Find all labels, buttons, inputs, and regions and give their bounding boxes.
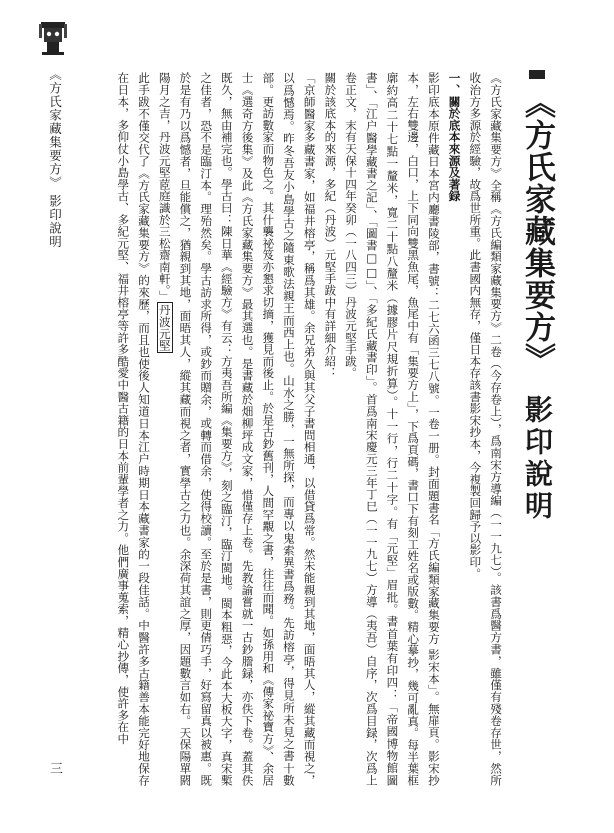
quote-text: 「京師醫家多藏書家，如福井榕亭，稱爲其雄。余兄弟久與其父子書問相通，以借貸爲常。然未能親到其地，面晤其人，縱其藏而視之，以爲憾焉。昨冬吾友小島學古之隨東歌法親王而西上也。山水之勝，一無所探，而專以鬼索異書爲務。先訪榕亭，得見所未見之書十數部。更訪數家而物色之。其什襲祕笈亦懇求切摘，獲見而後止。於是古鈔舊刊，人間罕覯之書，往往而聞。如孫用和《傳家祕寶方》、余居士《選奇方後集》及此《方氏家藏集要方》最其選也。是書藏於畑柳坪成文家，惜僅存上卷。先教諭嘗就一古鈔謄録，亦佚下卷。蓋其佚既久，無由補完也。學古曰：陳日華《經驗方》有云：方夷吾所編《集要方》，刻之臨汀，臨汀閩地。閩本粗惡，今此本大板大字，真宋槧之佳者，恐不是臨汀本。理殆然矣。學古訪求所得，或鈔而贈余，或轉而借余，使得校讀。至於是書，則更倩巧手，好寫留真以被惠。既於是有乃以爲憾者，旦能償之，猶親到其地，面晤其人，縱其藏而視之者，實學古之力也。余深荷其誼之厚，因題數言如右。天保陽單閼陽月之吉，丹波元堅茝庭識於三松齋南軒。」: [157, 72, 317, 786]
paragraph-source: 影印底本原件藏日本宮内廳書陵部，書號：二七六函三七八號。一卷一册。封面題書名「方氏編類家藏集要方 影宋本」。無扉頁。影宋抄本，左右雙邊，白口，上下同向雙黑魚尾，魚尾中有「集要方上」，下爲頁碼，書口下有刻工姓名或版數。精心摹抄，幾可亂真。每半葉框廓約高二十七點一釐米，寬二十點八釐米（據膠片尺規折算）。十一行，行二十字。有「元堅」眉批。書首葉有印四：「帝國博物館圖書」、「江户醫學藏書之記」、「圖書□□」、「多紀氏藏書印」。首爲南宋慶元三年丁巳（一一九七）方導（夷吾）自序，次爲目録，次爲上卷正文，末有天保十四年癸卯（一八四三）丹波元堅手跋。: [344, 72, 441, 786]
title-main: 《方氏家藏集要方》: [519, 87, 555, 375]
paragraph-conclusion: 此手跋不僅交代了《方氏家藏集要方》的來歷，而且也使後人知道日本江户時期日本藏書家的一段佳話。中醫許多古籍善本能完好地保存在日本，多仰仗小島學古、多紀元堅、福井榕亭等許多酷愛中醫古籍的日本前輩學者之力。他們廣事蒐索，精心抄傳，使許多在中: [116, 72, 152, 786]
paragraph-origin-intro: 關於該底本的來源，多紀（丹波）元堅手跋中有詳細介紹：: [323, 72, 338, 379]
publisher-logo-icon: [38, 18, 68, 58]
paragraph-intro: 《方氏家藏集要方》全稱《方氏編類家藏集要方》二卷（今存卷上），爲南宋方導編（一一九七）。該書爲醫方書，雖僅有殘卷存世，然所收治方多源於經驗，故爲世所重。此書國内無存，僅日本存該書影宋抄本，今複製回歸予以影印。: [468, 72, 503, 786]
body-text: [86, 72, 506, 786]
running-header: 《方氏家藏集要方》 影印說明: [47, 68, 63, 249]
seal-box: 丹波元堅: [157, 304, 172, 352]
page-frame: [10, 6, 606, 824]
title-sub: 影印說明: [521, 395, 554, 523]
title-marker-icon: [529, 70, 545, 79]
section-heading: 一、關於底本來源及著録: [447, 72, 462, 202]
page-number: 三: [50, 762, 64, 777]
paragraph-quote: [154, 72, 320, 786]
document-title: [520, 70, 554, 788]
